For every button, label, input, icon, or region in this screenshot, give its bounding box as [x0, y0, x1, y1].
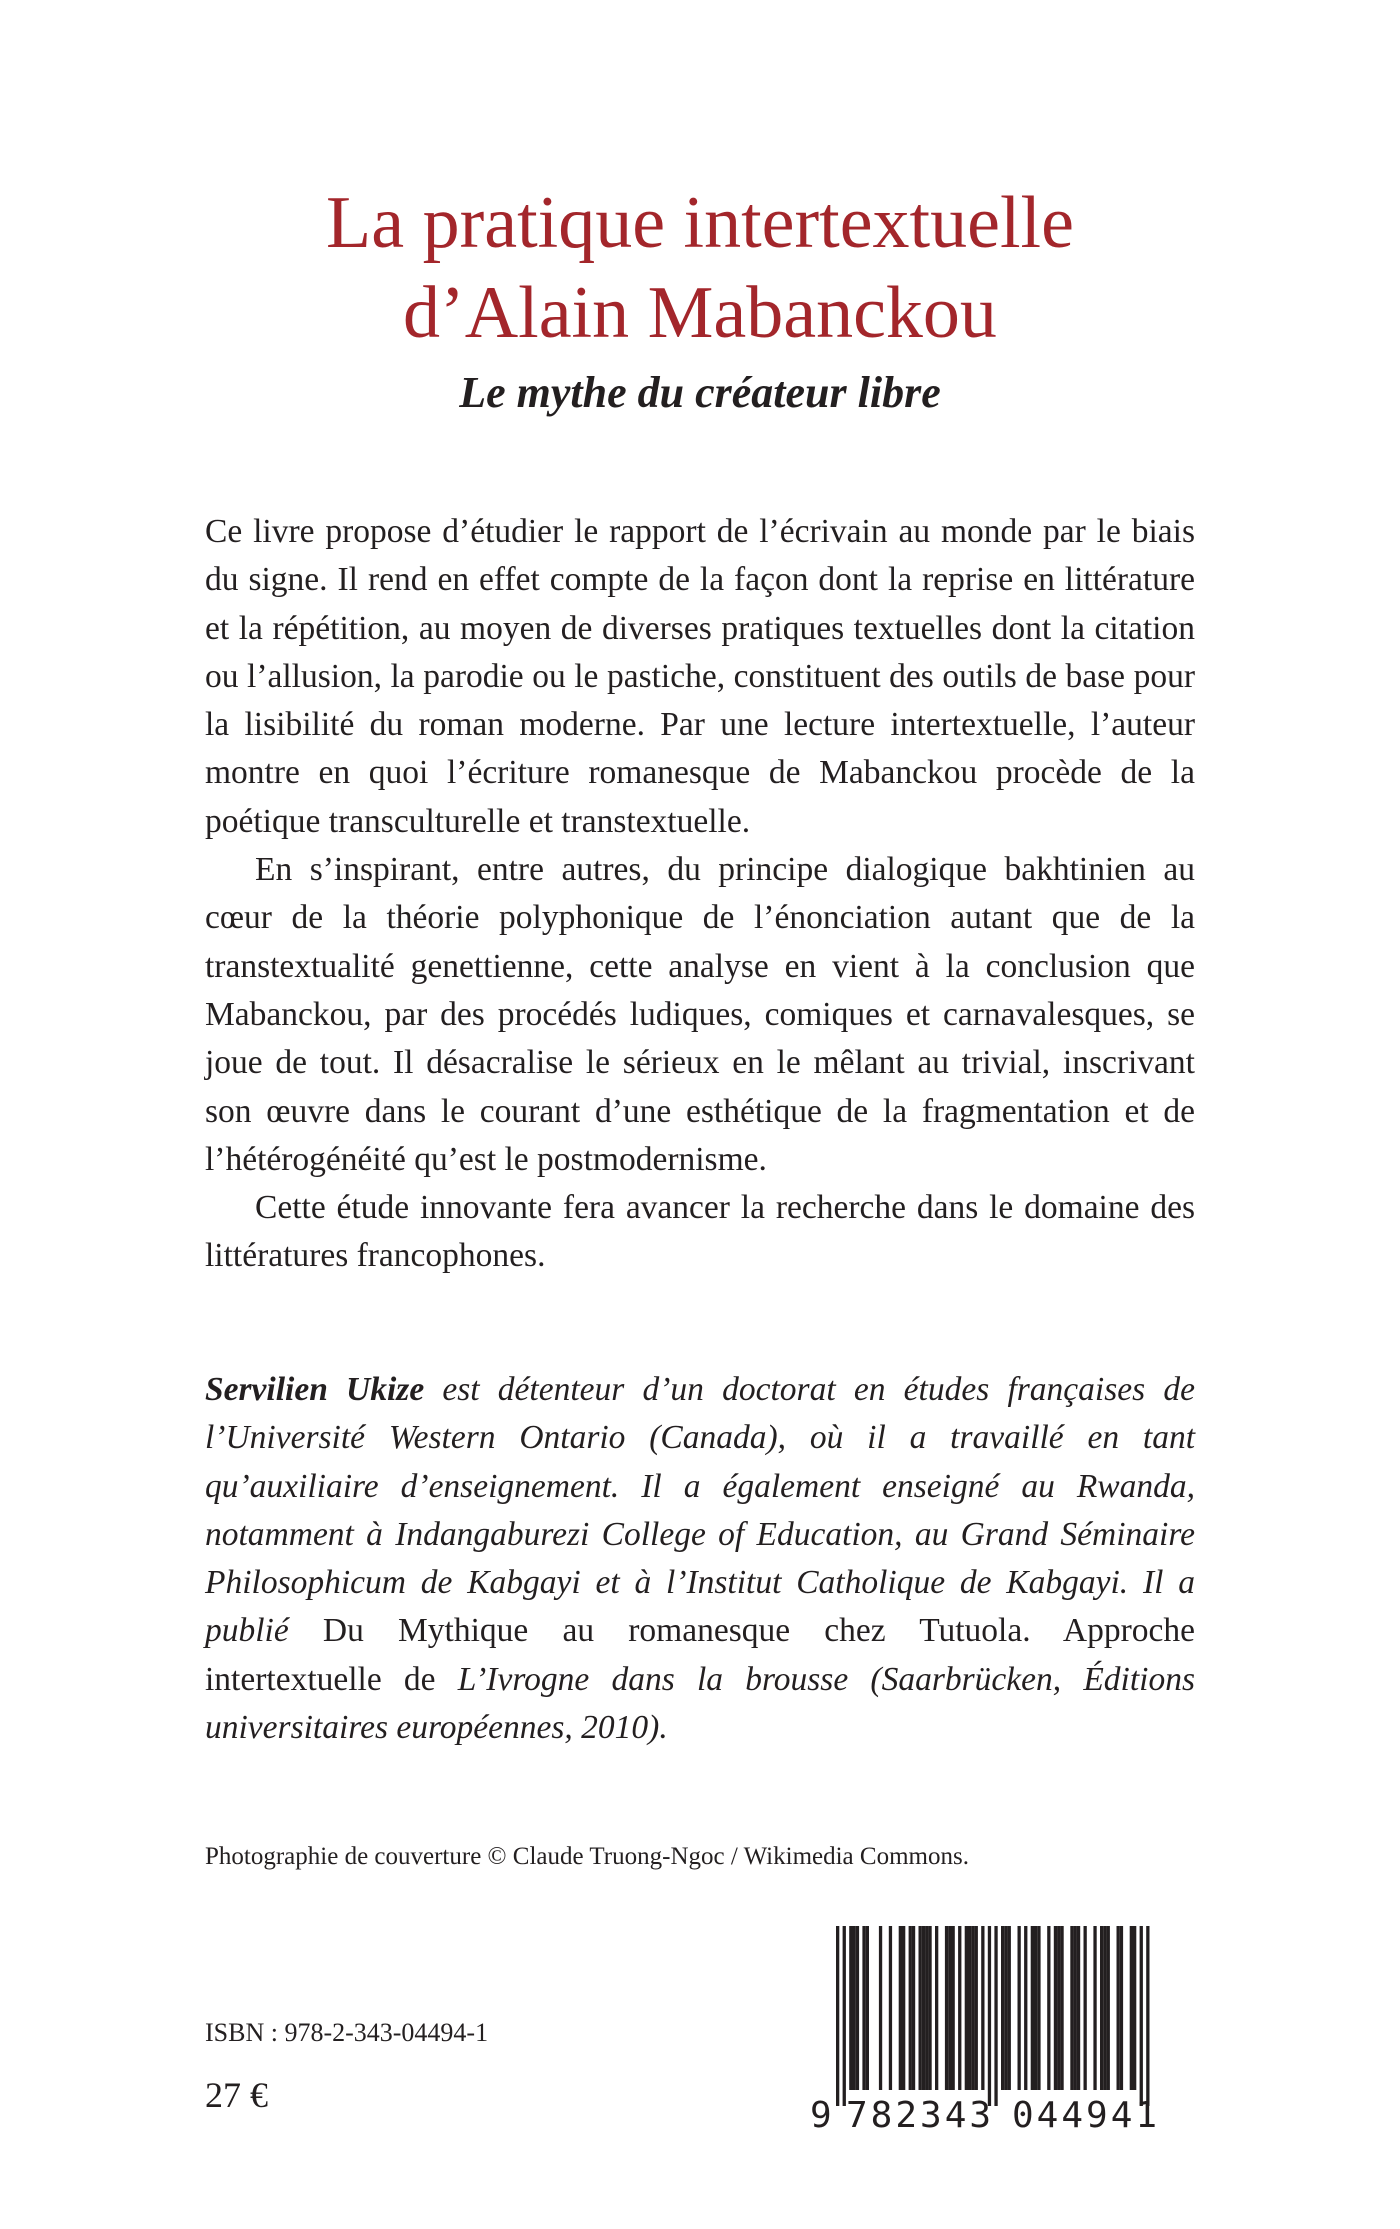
author-bio — [205, 1366, 1195, 1752]
barcode-bar — [1133, 1926, 1136, 2090]
blurb-paragraph-3: Cette étude innovante fera avancer la recherche dans le domaine des littératures francophones. — [205, 1189, 1195, 1275]
barcode-bar — [1093, 1926, 1096, 2090]
barcode-bar — [948, 1926, 951, 2090]
barcode — [806, 1922, 1178, 2134]
barcode-bar — [902, 1926, 905, 2090]
isbn: ISBN : 978-2-343-04494-1 — [205, 2018, 489, 2047]
barcode-bar — [1100, 1926, 1103, 2090]
photo-credit: Photographie de couverture © Claude Truong-Ngoc / Wikimedia Commons. — [205, 1843, 969, 1870]
barcode-bar — [1120, 1926, 1123, 2090]
blurb-paragraph-2: En s’inspirant, entre autres, du principe dialogique bakhtinien au cœur de la théorie polyphonique de l’énonciation autant que de la transtextualité genettienne, cette analyse en vient à la conclusion que Mabanckou, par des procédés ludiques, comiques et carnavalesques, se joue de tout. Il désacralise le sérieux en le mêlant au trivial, inscrivant son œuvre dans le courant d’une esthétique de la fragmentation et de l’hétérogénéité qu’est le postmodernisme. — [205, 851, 1195, 1178]
barcode-bar — [935, 1926, 938, 2090]
barcode-digits-left: 782343 — [846, 2095, 995, 2134]
barcode-bar — [975, 1926, 978, 2090]
barcode-bar — [1057, 1926, 1060, 2090]
barcode-bar — [1107, 1926, 1110, 2090]
barcode-bar — [1054, 1926, 1057, 2090]
barcode-bar — [981, 1926, 984, 2090]
barcode-bar — [1070, 1926, 1073, 2090]
blurb — [205, 508, 1195, 1281]
barcode-bar — [1084, 1926, 1087, 2090]
barcode-bar — [922, 1926, 925, 2090]
barcode-bar — [928, 1926, 931, 2090]
barcode-bar — [879, 1926, 882, 2090]
book-subtitle: Le mythe du créateur libre — [459, 368, 941, 417]
barcode-bar — [965, 1926, 968, 2090]
barcode-bar — [1018, 1926, 1021, 2090]
barcode-bar — [1024, 1926, 1027, 2090]
barcode-bar — [836, 1926, 839, 2106]
barcode-bar — [945, 1926, 948, 2090]
title-line-2: d’Alain Mabanckou — [403, 272, 997, 354]
barcode-bar — [853, 1926, 856, 2090]
barcode-bar — [1004, 1926, 1007, 2090]
price: 27 € — [205, 2075, 268, 2115]
barcode-bar — [856, 1926, 859, 2090]
book-title — [0, 178, 1400, 358]
barcode-bar — [1146, 1926, 1149, 2106]
barcode-bar — [1031, 1926, 1034, 2090]
barcode-bar — [1103, 1926, 1106, 2090]
barcode-bar — [1001, 1926, 1004, 2090]
title-line-1: La pratique intertextuelle — [326, 182, 1074, 264]
barcode-bar — [968, 1926, 971, 2090]
barcode-bar — [912, 1926, 915, 2090]
barcode-bar — [1077, 1926, 1080, 2090]
barcode-bar — [862, 1926, 865, 2090]
barcode-bar — [1117, 1926, 1120, 2090]
barcode-bar — [889, 1926, 892, 2090]
barcode-bar — [1047, 1926, 1050, 2090]
barcode-bar — [952, 1926, 955, 2090]
blurb-paragraph-1: Ce livre propose d’étudier le rapport de l’écrivain au monde par le biais du signe. Il rend en effet compte de la façon dont la reprise en littérature et la répétition, au moyen de diverses pratiques textuelles dont la citation ou l’allusion, la parodie ou le pastiche, constituent des outils de base pour la lisibilité du roman moderne. Par une lecture intertextuelle, l’auteur montre en quoi l’écriture romanesque de Mabanckou procède de la poétique transculturelle et transtextuelle. — [205, 513, 1195, 840]
bio-text-1: est détenteur d’un doctorat en études françaises de l’Université Western Ontario (Canada), où il a travaillé en tant qu’auxiliaire d’enseignement. Il a également enseigné au Rwanda, notamment à Indangaburezi College of Education, au Grand Séminaire Philosophicum de Kabgayi et à l’Institut Catholique de Kabgayi. Il a publié — [205, 1371, 1195, 1650]
bio-book-title-b: L’Ivrogne dans la brousse — [457, 1660, 849, 1698]
barcode-bar — [971, 1926, 974, 2090]
barcode-bar — [866, 1926, 869, 2090]
barcode-bar — [1008, 1926, 1011, 2090]
barcode-bar — [958, 1926, 961, 2090]
barcode-bar — [1140, 1926, 1143, 2106]
barcode-bar — [919, 1926, 922, 2090]
barcode-bar — [899, 1926, 902, 2090]
bio-text-2: (Saarbrücken, Éditions universitaires européennes, 2010). — [205, 1660, 1195, 1747]
barcode-bar — [1034, 1926, 1037, 2090]
barcode-bar — [1060, 1926, 1063, 2090]
barcode-bar — [843, 1926, 846, 2106]
barcode-bar — [909, 1926, 912, 2090]
barcode-bar — [1037, 1926, 1040, 2090]
barcode-bar — [849, 1926, 852, 2090]
barcode-bar — [988, 1926, 991, 2106]
author-name: Servilien Ukize — [205, 1371, 425, 1408]
barcode-digits-right: 044941 — [1012, 2095, 1161, 2134]
barcode-digit-lead: 9 — [810, 2095, 832, 2134]
barcode-bar — [925, 1926, 928, 2090]
barcode-bar — [994, 1926, 997, 2106]
bio-book-title-a: Du Mythique au romanesque chez Tutuola. Approche intertextuelle de — [205, 1612, 1195, 1698]
barcode-bar — [1074, 1926, 1077, 2090]
barcode-bar — [1130, 1926, 1133, 2090]
